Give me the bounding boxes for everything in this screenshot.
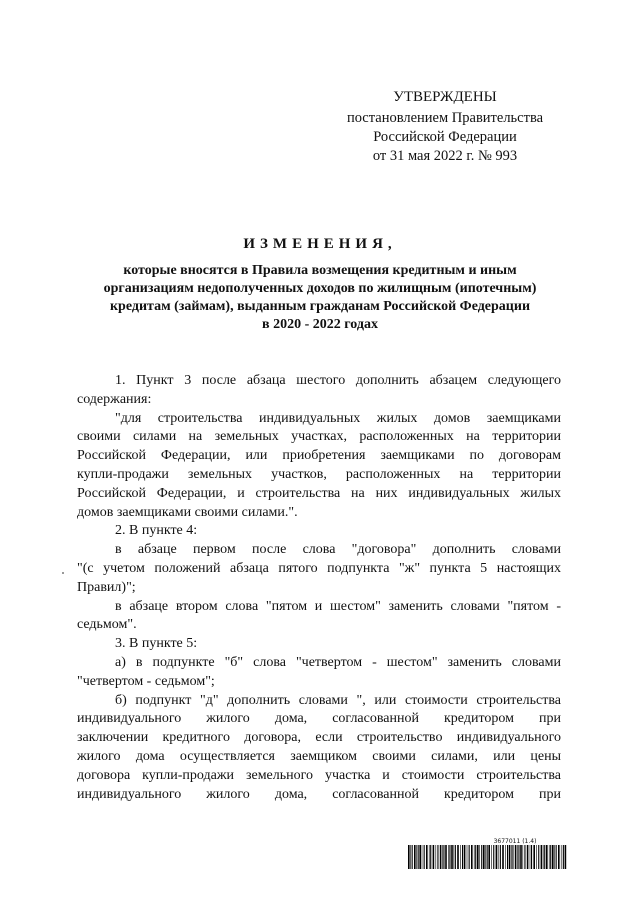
barcode-icon — [408, 845, 568, 869]
body-line: индивидуального жилого дома, согласованной кредитором при — [77, 711, 561, 727]
body-line: 3. В пункте 5: — [115, 636, 198, 652]
subtitle-line: которые вносятся в Правила возмещения кредитным и иным — [123, 263, 517, 278]
body-line: 1. Пункт 3 после абзаца шестого дополнить абзацем следующего — [115, 373, 561, 388]
body-line: Российской Федерации, и строительства на них индивидуальных жилых — [77, 485, 561, 501]
body-line: индивидуального жилого дома, согласованной кредитором при — [77, 786, 561, 802]
approval-stamp — [340, 88, 550, 166]
body-line: купли-продажи земельных участков, расположенных на территории — [77, 466, 561, 482]
body-line: "для строительства индивидуальных жилых домов заемщиками — [115, 410, 561, 426]
body-line: договора купли-продажи земельного участка и стоимости строительства — [77, 767, 561, 783]
barcode-id: 3677011 (1.4) — [493, 838, 537, 845]
approval-line: постановлением Правительства — [346, 110, 544, 126]
body-line: "четвертом - седьмом"; — [77, 673, 215, 689]
document-subtitle — [90, 262, 550, 334]
approval-line: Российской Федерации — [373, 129, 517, 145]
body-line: Правил)"; — [77, 579, 136, 595]
subtitle-line: организациям недополученных доходов по жилищным (ипотечным) — [103, 281, 537, 296]
document-title: ИЗМЕНЕНИЯ, — [243, 236, 397, 252]
body-line: своими силами на земельных участках, расположенных на территории — [77, 429, 561, 445]
body-line: заключении кредитного договора, если строительство индивидуального — [77, 730, 561, 746]
scan-speck — [62, 572, 64, 574]
body-line: содержания: — [77, 391, 152, 407]
body-line: домов заемщиками своими силами.". — [77, 504, 298, 520]
body-line: в абзаце первом после слова "договора" дополнить словами — [115, 542, 561, 558]
body-line: "(с учетом положений абзаца пятого подпункта "ж" пункта 5 настоящих — [77, 560, 561, 576]
body-line: б) подпункт "д" дополнить словами ", или стоимости строительства — [115, 692, 561, 708]
body-line: в абзаце втором слова "пятом и шестом" заменить словами "пятом - — [115, 598, 561, 614]
subtitle-line: в 2020 - 2022 годах — [262, 317, 378, 332]
body-line: 2. В пункте 4: — [115, 523, 198, 539]
body-line: Российской Федерации, или приобретения заемщиками по договорам — [77, 448, 561, 464]
document-body — [77, 372, 561, 804]
subtitle-line: кредитам (займам), выданным гражданам Российской Федерации — [109, 299, 531, 314]
body-line: а) в подпункте "б" слова "четвертом - шестом" заменить словами — [115, 654, 561, 670]
approval-heading: УТВЕРЖДЕНЫ — [393, 89, 497, 105]
body-line: седьмом". — [77, 617, 137, 633]
approval-date-number: от 31 мая 2022 г. № 993 — [372, 148, 518, 164]
body-line: жилого дома осуществляется заемщиком своими силами, или цены — [77, 748, 561, 764]
